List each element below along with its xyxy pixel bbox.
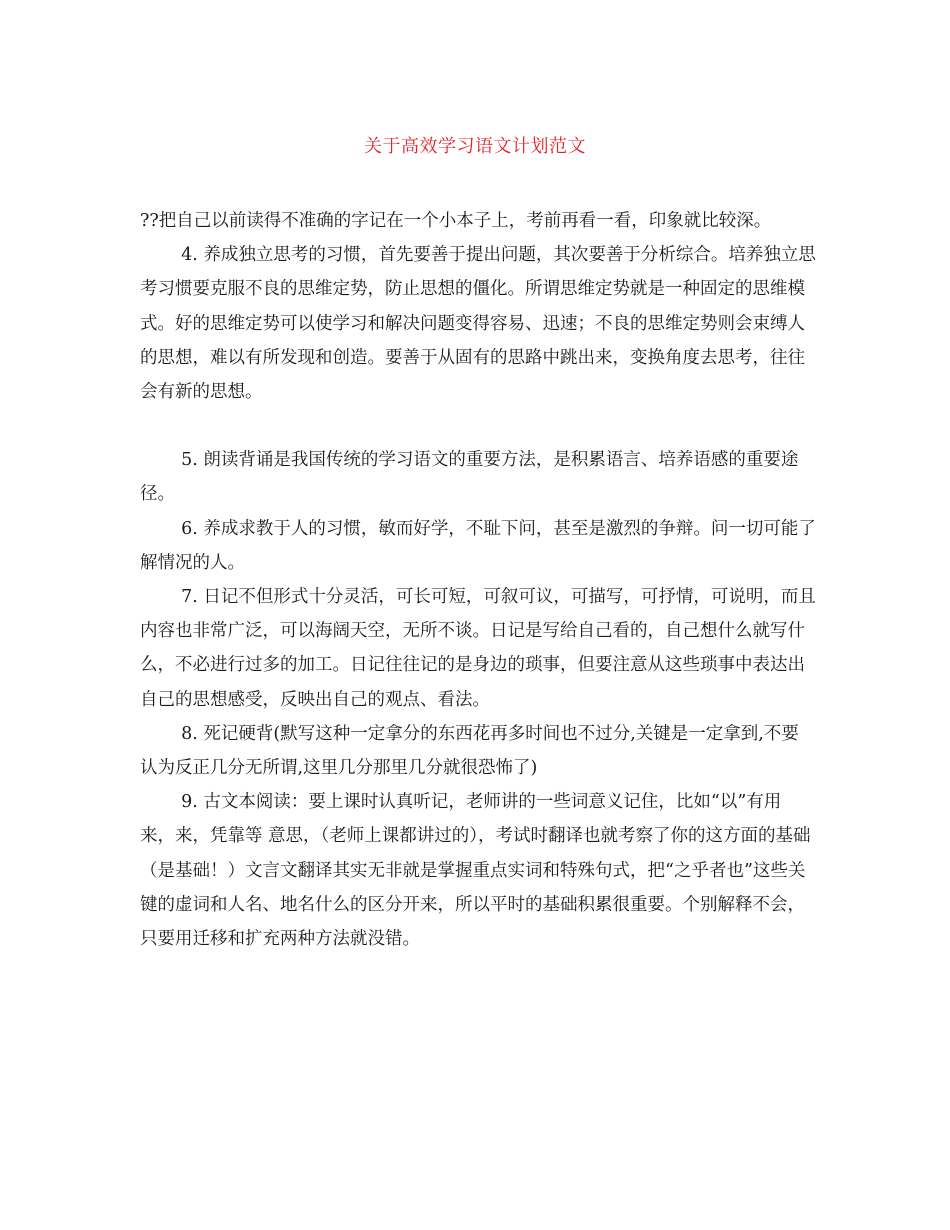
paragraph-5: 5. 朗读背诵是我国传统的学习语文的重要方法，是积累语言、培养语感的重要途径。 [140, 450, 799, 505]
document-body [140, 204, 816, 956]
paragraph-intro: ??把自己以前读得不准确的字记在一个小本子上，考前再看一看，印象就比较深。 [140, 211, 772, 231]
document-title: 关于高效学习语文计划范文 [364, 136, 586, 157]
paragraph-7: 7. 日记不但形式十分灵活，可长可短，可叙可议，可描写，可抒情，可说明，而且内容也非常广泛，可以海阔天空，无所不谈。日记是写给自己看的，自己想什么就写什么，不必进行过多的加工。日记往往记的是身边的琐事，但要注意从这些琐事中表达出自己的思想感受，反映出自己的观点、看法。 [140, 587, 816, 710]
paragraph-gap [140, 409, 816, 443]
paragraph-4: 4. 养成独立思考的习惯，首先要善于提出问题，其次要善于分析综合。培养独立思考习惯要克服不良的思维定势，防止思想的僵化。所谓思维定势就是一种固定的思维模式。好的思维定势可以使学习和解决问题变得容易、迅速；不良的思维定势则会束缚人的思想，难以有所发现和创造。要善于从固有的思路中跳出来，变换角度去思考，往往会有新的思想。 [140, 245, 816, 403]
paragraph-9: 9. 古文本阅读：要上课时认真听记，老师讲的一些词意义记住，比如“以”有用来，来，凭靠等 意思，（老师上课都讲过的），考试时翻译也就考察了你的这方面的基础（是基础！）文言文翻译其实无非就是掌握重点实词和特殊句式，把“之乎者也”这些关键的虚词和人名、地名什么的区分开来，所以平时的基础积累很重要。个别解释不会，只要用迁移和扩充两种方法就没错。 [140, 792, 811, 950]
paragraph-6: 6. 养成求教于人的习惯，敏而好学，不耻下问，甚至是激烈的争辩。问一切可能了解情况的人。 [140, 518, 816, 573]
paragraph-8: 8. 死记硬背(默写这种一定拿分的东西花再多时间也不过分,关键是一定拿到,不要认为反正几分无所谓,这里几分那里几分就很恐怖了) [140, 723, 799, 779]
